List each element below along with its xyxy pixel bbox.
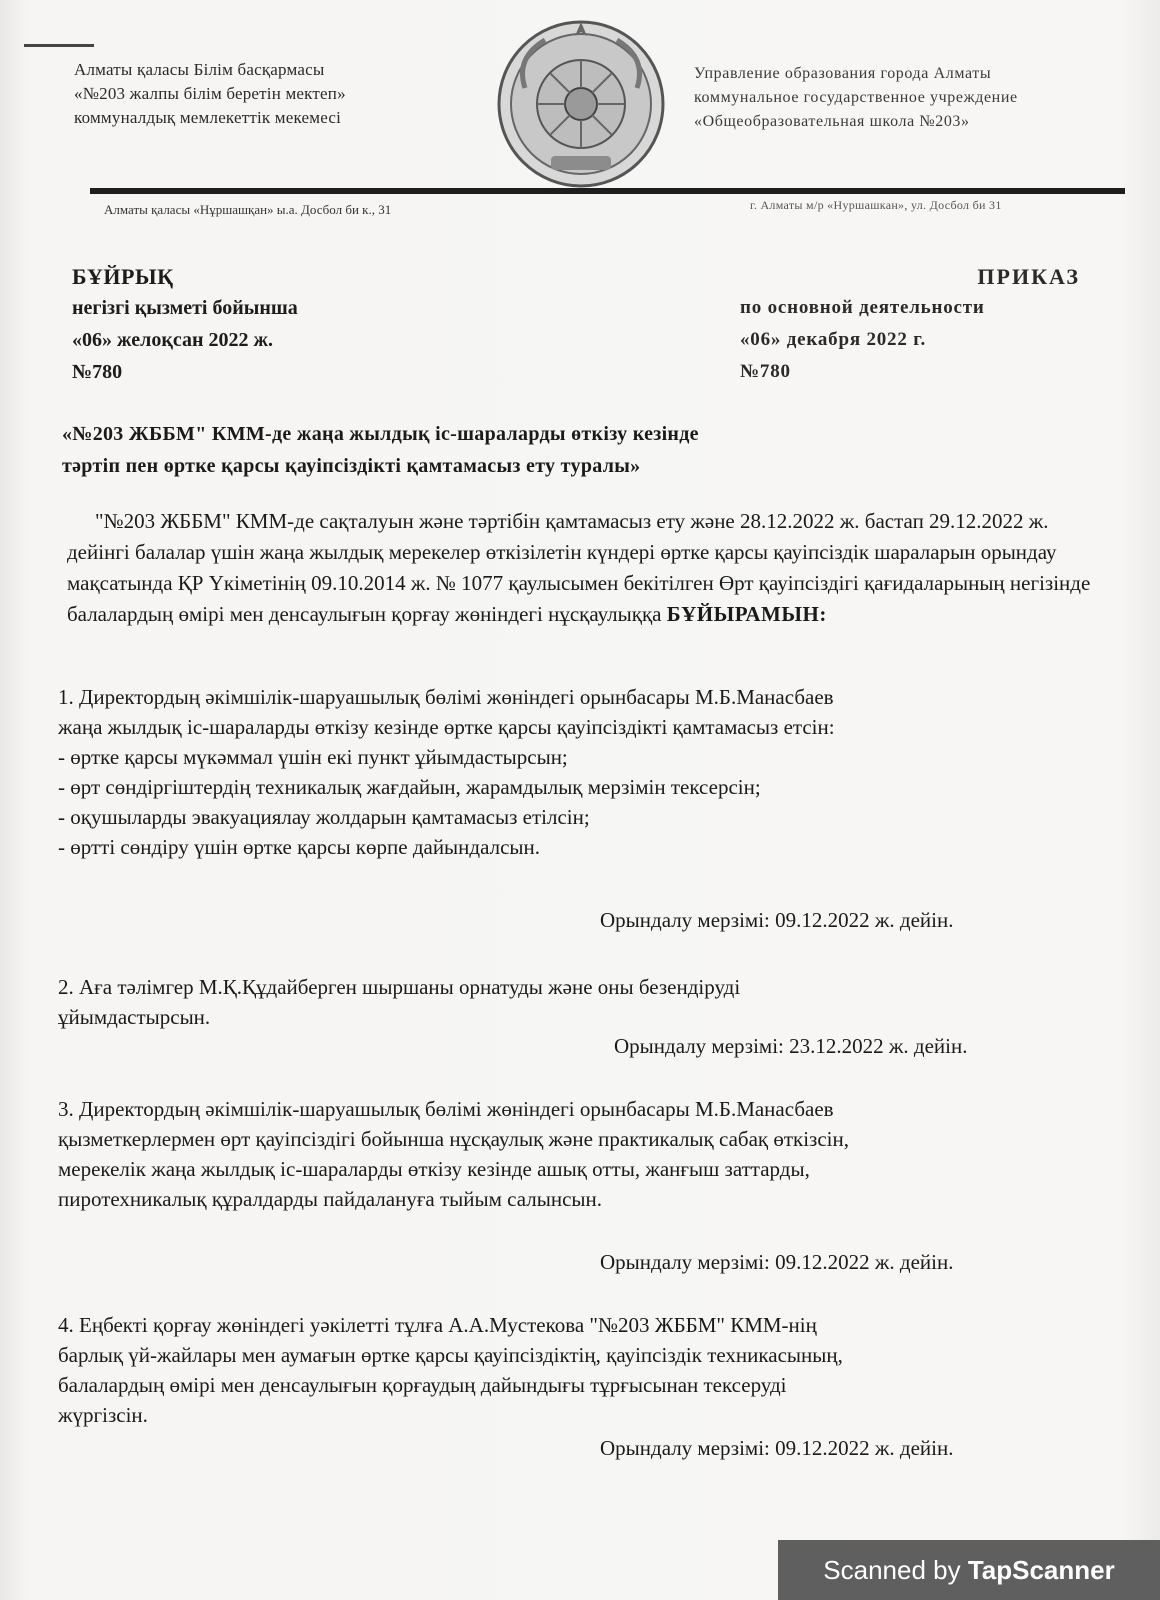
order-number-kz: №780 — [72, 361, 123, 383]
item-deadline: Орындалу мерзімі: 09.12.2022 ж. дейін. — [600, 1436, 954, 1460]
order-subject — [62, 418, 962, 482]
item-deadline: Орындалу мерзімі: 23.12.2022 ж. дейін. — [614, 1034, 968, 1058]
header-ru — [694, 62, 1144, 134]
item-line: - өртті сөндіру үшін өртке қарсы көрпе дайындалсын. — [58, 835, 540, 859]
item-line: ұйымдастырсын. — [58, 1005, 211, 1029]
order-subtitle-kz: негізгі қызметі бойынша — [72, 297, 298, 319]
item-line: балалардың өмірі мен денсаулығын қорғаудың дайындығы тұрғысынан тексеруді — [58, 1373, 787, 1397]
subject-line: тәртіп пен өртке қарсы қауіпсіздікті қамтамасыз ету туралы» — [62, 455, 641, 477]
order-number-ru: №780 — [740, 361, 791, 382]
preamble-paragraph — [67, 506, 1097, 630]
subject-line: «№203 ЖББМ" КММ-де жаңа жылдық іс-шараларды өткізу кезінде — [62, 423, 699, 445]
header-kz-line: «№203 жалпы білім беретін мектеп» — [74, 84, 346, 103]
address-kz: Алматы қаласы «Нұршашқан» ы.а. Досбол би к., 31 — [104, 202, 392, 217]
header-kz-line: Алматы қаласы Білім басқармасы — [74, 60, 325, 79]
header-kz — [74, 58, 474, 130]
header-kz-line: коммуналдық мемлекеттік мекемесі — [74, 108, 342, 127]
item-line: мерекелік жаңа жылдық іс-шараларды өткізу кезінде ашық отты, жанғыш заттарды, — [58, 1157, 810, 1181]
order-block-ru — [740, 262, 1080, 388]
header-ru-line: коммунальное государственное учреждение — [694, 89, 1018, 106]
order-item-1 — [58, 682, 1098, 862]
item-deadline: Орындалу мерзімі: 09.12.2022 ж. дейін. — [600, 908, 954, 932]
order-item-2 — [58, 972, 1098, 1032]
watermark-brand: TapScanner — [967, 1555, 1115, 1585]
item-line: қызметкерлермен өрт қауіпсіздігі бойынша нұсқаулық және практикалық сабақ өткізсін, — [58, 1127, 849, 1151]
order-title-kz: БҰЙРЫҚ — [72, 264, 174, 289]
order-title-ru: ПРИКАЗ — [977, 264, 1080, 289]
header-ru-line: «Общеобразовательная школа №203» — [694, 113, 970, 130]
item-line: 1. Директордың әкімшілік-шаруашылық бөлімі жөніндегі орынбасары М.Б.Манасбаев — [58, 685, 834, 709]
item-line: - оқушыларды эвакуациялау жолдарын қамтамасыз етілсін; — [58, 805, 590, 829]
item-line: жүргізсін. — [58, 1403, 148, 1427]
order-date-kz: «06» желоқсан 2022 ж. — [72, 329, 274, 351]
order-item-4 — [58, 1310, 1098, 1430]
address-ru: г. Алматы м/р «Нуршашкан», ул. Досбол би 31 — [750, 198, 1002, 212]
state-emblem-icon — [495, 18, 667, 190]
header-divider — [90, 188, 1125, 194]
item-line: пиротехникалық құралдарды пайдалануға тыйым салынсын. — [58, 1187, 603, 1211]
order-item-3 — [58, 1094, 1098, 1214]
order-subtitle-ru: по основной деятельности — [740, 297, 985, 318]
item-line: - өрт сөндіргіштердің техникалық жағдайын, жарамдылық мерзімін тексерсін; — [58, 775, 761, 799]
item-line: 4. Еңбекті қорғау жөніндегі уәкілетті тұлға А.А.Мустекова "№203 ЖББМ" КММ-нің — [58, 1313, 817, 1337]
item-deadline: Орындалу мерзімі: 09.12.2022 ж. дейін. — [600, 1250, 954, 1274]
scanner-watermark — [778, 1540, 1160, 1600]
scan-corner-mark — [24, 44, 94, 47]
item-line: - өртке қарсы мүкәммал үшін екі пункт ұйымдастырсын; — [58, 745, 568, 769]
item-line: жаңа жылдық іс-шараларды өткізу кезінде өртке қарсы қауіпсіздікті қамтамасыз етсін: — [58, 715, 835, 739]
item-line: барлық үй-жайлары мен аумағын өртке қарсы қауіпсіздіктің, қауіпсіздік техникасының, — [58, 1343, 843, 1367]
preamble-text: "№203 ЖББМ" КММ-де сақталуын және тәртібін қамтамасыз ету және 28.12.2022 ж. бастап 29.12.2022 ж. дейінгі балалар үшін жаңа жылдық мерекелер өткізілетін күндері өртке қарсы қауіпсіздік шараларын орындау мақсатында ҚР Үкіметінің 09.10.2014 ж. № 1077 қаулысымен бекітілген Өрт қауіпсіздігі қағидаларының негізінде балалардың өмірі мен денсаулығын қорғау жөніндегі нұсқаулыққа — [67, 509, 1091, 626]
watermark-prefix: Scanned by — [823, 1555, 968, 1585]
order-block-kz — [72, 262, 492, 388]
preamble-emphasis: БҰЙЫРАМЫН: — [666, 602, 827, 626]
item-line: 3. Директордың әкімшілік-шаруашылық бөлімі жөніндегі орынбасары М.Б.Манасбаев — [58, 1097, 834, 1121]
item-line: 2. Аға тәлімгер М.Қ.Құдайберген шыршаны орнатуды және оны безендіруді — [58, 975, 741, 999]
order-date-ru: «06» декабря 2022 г. — [740, 329, 927, 350]
header-ru-line: Управление образования города Алматы — [694, 65, 992, 82]
